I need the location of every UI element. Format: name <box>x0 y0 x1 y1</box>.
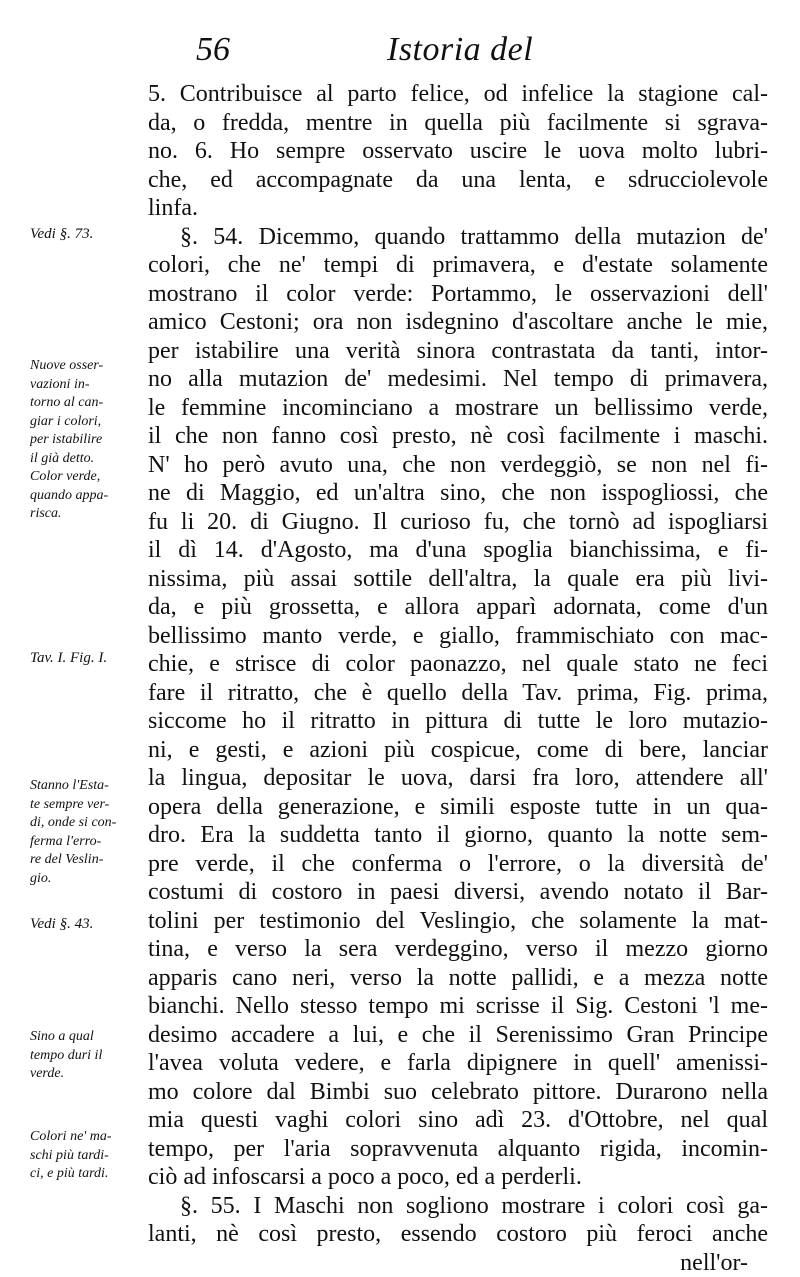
running-title: Istoria del <box>387 28 533 72</box>
text-line: chie, e strisce di color paonazzo, nel quale stato ne feci <box>148 650 768 679</box>
margin-note-line: Vedi §. 43. <box>30 914 145 934</box>
text-line: le femmine incominciano a mostrare un bellissimo verde, <box>148 394 768 423</box>
margin-note-line: gio. <box>30 870 145 889</box>
text-line: fu li 20. di Giugno. Il curioso fu, che tornò ad ispogliarsi <box>148 508 768 537</box>
text-line: l'avea voluta vedere, e farla dipignere in quell' amenissi- <box>148 1049 768 1078</box>
margin-note-cross-reference <box>30 914 145 934</box>
text-line: §. 54. Dicemmo, quando trattammo della mutazion de' <box>148 223 768 252</box>
text-line: opera della generazione, e simili esposte tutte in un qua- <box>148 793 768 822</box>
text-line: no. 6. Ho sempre osservato uscire le uova molto lubri- <box>148 137 768 166</box>
text-line: dro. Era la suddetta tanto il giorno, quanto la notte sem- <box>148 821 768 850</box>
text-line: costumi di costoro in paesi diversi, avendo notato il Bar- <box>148 878 768 907</box>
text-line: bellissimo manto verde, e giallo, frammischiato con mac- <box>148 622 768 651</box>
text-line: no alla mutazion de' medesimi. Nel tempo di primavera, <box>148 365 768 394</box>
text-line: pre verde, il che conferma o l'errore, o la diversità de' <box>148 850 768 879</box>
text-line: §. 55. I Maschi non sogliono mostrare i colori così ga- <box>148 1192 768 1221</box>
text-line: linfa. <box>148 194 768 223</box>
margin-note-line: il già detto. <box>30 450 145 469</box>
margin-note-line: te sempre ver- <box>30 796 145 815</box>
text-line: N' ho però avuto una, che non verdeggiò, se non nel fi- <box>148 451 768 480</box>
margin-note-male-colors <box>30 1128 145 1184</box>
margin-note-new-observations <box>30 357 145 524</box>
text-line: apparis cano neri, verso la notte pallidi, e a mezza notte <box>148 964 768 993</box>
margin-note-line: ferma l'erro- <box>30 833 145 852</box>
text-line: tolini per testimonio del Veslingio, che solamente la mat- <box>148 907 768 936</box>
margin-note-cross-reference <box>30 224 145 244</box>
text-line: amico Cestoni; ora non isdegnino d'ascoltare anche le mie, <box>148 308 768 337</box>
text-line: il che non fanno così presto, nè così facilmente i maschi. <box>148 422 768 451</box>
margin-note-line: risca. <box>30 505 145 524</box>
text-line: siccome ho il ritratto in pittura di tutte le loro mutazio- <box>148 707 768 736</box>
text-line: desimo accadere a lui, e che il Serenissimo Gran Principe <box>148 1021 768 1050</box>
text-line: mia questi vaghi colori sino adì 23. d'Ottobre, nel qual <box>148 1106 768 1135</box>
text-line: la lingua, depositar le uova, darsi fra loro, attendere all' <box>148 764 768 793</box>
margin-note-line: Nuove osser- <box>30 357 145 376</box>
text-line: tempo, per l'aria sopravvenuta alquanto rigida, incomin- <box>148 1135 768 1164</box>
text-line: per istabilire una verità sinora contrastata da tanti, intor- <box>148 337 768 366</box>
margin-note-line: vazioni in- <box>30 376 145 395</box>
body-text <box>148 80 768 1277</box>
text-line: nissima, più assai sottile dell'altra, la quale era più livi- <box>148 565 768 594</box>
text-line: da, e più grossetta, e allora apparì adornata, come d'un <box>148 593 768 622</box>
margin-note-line: Stanno l'Esta- <box>30 777 145 796</box>
margin-note-line: Colori ne' ma- <box>30 1128 145 1147</box>
margin-note-line: Tav. I. Fig. I. <box>30 648 145 668</box>
text-line: ciò ad infoscarsi a poco a poco, ed a perderli. <box>148 1163 768 1192</box>
margin-note-line: Vedi §. 73. <box>30 224 145 244</box>
text-line: lanti, nè così presto, essendo costoro più feroci anche <box>148 1220 768 1249</box>
margin-note-green-duration <box>30 1028 145 1084</box>
text-line: ne di Maggio, ed un'altra sino, che non isspogliossi, che <box>148 479 768 508</box>
margin-note-line: quando appa- <box>30 487 145 506</box>
page-header <box>0 28 800 78</box>
margin-note-line: giar i colori, <box>30 413 145 432</box>
text-line: da, o fredda, mentre in quella più facilmente si sgrava- <box>148 109 768 138</box>
text-line: tina, e verso la sera verdeggino, verso il mezzo giorno <box>148 935 768 964</box>
text-line: 5. Contribuisce al parto felice, od infelice la stagione cal- <box>148 80 768 109</box>
margin-note-line: Sino a qual <box>30 1028 145 1047</box>
margin-note-line: di, onde si con- <box>30 814 145 833</box>
margin-note-line: verde. <box>30 1065 145 1084</box>
margin-note-line: per istabilire <box>30 431 145 450</box>
catchword: nell'or- <box>148 1249 768 1277</box>
text-line: che, ed accompagnate da una lenta, e sdrucciolevole <box>148 166 768 195</box>
margin-note-line: Color verde, <box>30 468 145 487</box>
text-line: ni, e gesti, e azioni più cospicue, come di bere, lanciar <box>148 736 768 765</box>
text-line: il dì 14. d'Agosto, ma d'una spoglia bianchissima, e fi- <box>148 536 768 565</box>
margin-note-line: torno al can- <box>30 394 145 413</box>
margin-note-line: schi più tardi- <box>30 1147 145 1166</box>
margin-note-summer-green <box>30 777 145 888</box>
margin-note-line: re del Veslin- <box>30 851 145 870</box>
text-line: mo colore dal Bimbi suo celebrato pittore. Durarono nella <box>148 1078 768 1107</box>
text-line: colori, che ne' tempi di primavera, e d'estate solamente <box>148 251 768 280</box>
text-line: mostrano il color verde: Portammo, le osservazioni dell' <box>148 280 768 309</box>
margin-note-line: tempo duri il <box>30 1047 145 1066</box>
margin-note-plate-reference <box>30 648 145 668</box>
text-line: fare il ritratto, che è quello della Tav. prima, Fig. prima, <box>148 679 768 708</box>
page-number: 56 <box>196 28 230 72</box>
margin-note-line: ci, e più tardi. <box>30 1165 145 1184</box>
text-line: bianchi. Nello stesso tempo mi scrisse il Sig. Cestoni 'l me- <box>148 992 768 1021</box>
